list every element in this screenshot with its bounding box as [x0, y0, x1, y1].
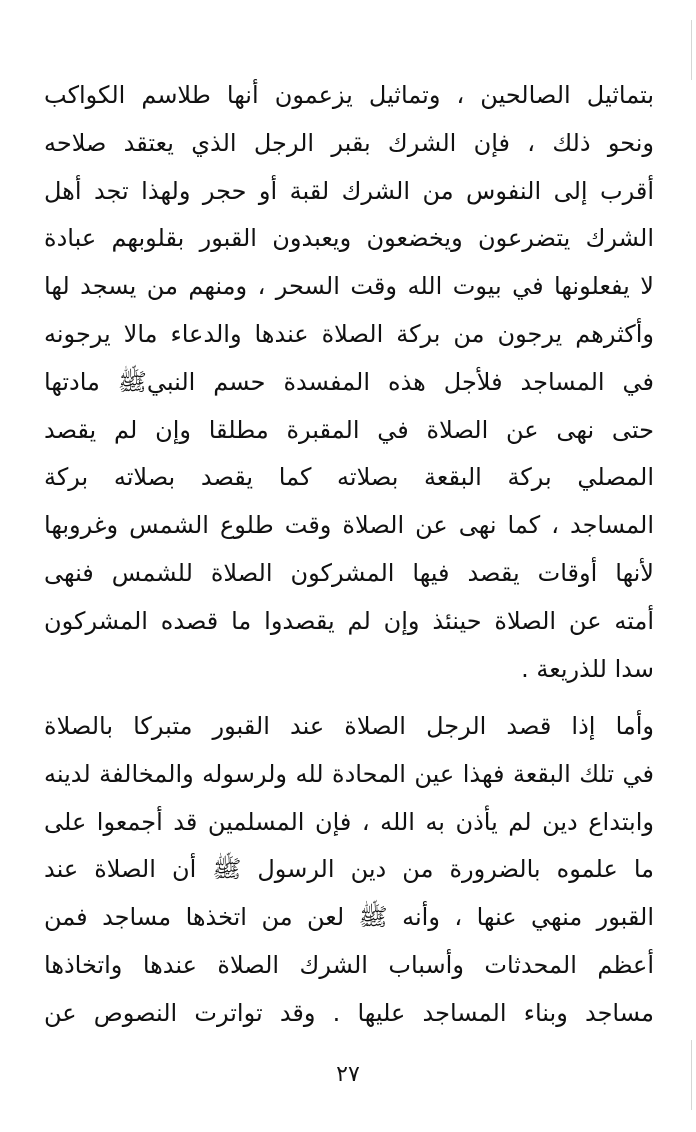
text-line: ما علموه بالضرورة من دين الرسول ﷺ أن الصلاة عند [44, 855, 654, 884]
page-edge-mark [691, 20, 692, 80]
text-line: وابتداع دين لم يأذن به الله ، فإن المسلمين قد أجمعوا على [44, 807, 654, 836]
paragraph-2 [44, 703, 654, 1038]
text-line: المساجد ، كما نهى عن الصلاة وقت طلوع الشمس وغروبها [44, 511, 654, 540]
text-line: في تلك البقعة فهذا عين المحادة لله ولرسوله والمخالفة لدينه [44, 759, 654, 788]
text-line: وأكثرهم يرجون من بركة الصلاة عندها والدعاء مالا يرجونه [44, 319, 654, 348]
text-line: أقرب إلى النفوس من الشرك لقبة أو حجر ولهذا تجد أهل [44, 176, 654, 205]
text-line: المصلي بركة البقعة بصلاته كما يقصد بصلاته بركة [44, 463, 654, 492]
text-line: القبور منهي عنها ، وأنه ﷺ لعن من اتخذها مساجد فمن [44, 903, 654, 932]
text-line: أمته عن الصلاة حينئذ وإن لم يقصدوا ما قصده المشركون [44, 606, 654, 635]
text-line: حتى نهى عن الصلاة في المقبرة مطلقا وإن لم يقصد [44, 415, 654, 444]
text-line: أعظم المحدثات وأسباب الشرك الصلاة عندها واتخاذها [44, 950, 654, 979]
text-line: الشرك يتضرعون ويخضعون ويعبدون القبور بقلوبهم عبادة [44, 224, 654, 253]
text-line: مساجد وبناء المساجد عليها . وقد تواترت النصوص عن [44, 998, 654, 1027]
text-line: لأنها أوقات يقصد فيها المشركون الصلاة للشمس فنهى [44, 558, 654, 587]
paragraph-1 [44, 72, 654, 693]
page-number: ٢٧ [336, 1062, 360, 1087]
text-line: وأما إذا قصد الرجل الصلاة عند القبور متبركا بالصلاة [44, 712, 654, 740]
text-line: لا يفعلونها في بيوت الله وقت السحر ، ومنهم من يسجد لها [44, 272, 654, 301]
text-line: سدا للذريعة . [521, 654, 654, 683]
text-line: بتماثيل الصالحين ، وتماثيل يزعمون أنها طلاسم الكواكب [44, 81, 654, 109]
text-line: في المساجد فلأجل هذه المفسدة حسم النبيﷺ مادتها [44, 367, 654, 396]
text-line: ونحو ذلك ، فإن الشرك بقبر الرجل الذي يعتقد صلاحه [44, 128, 654, 157]
